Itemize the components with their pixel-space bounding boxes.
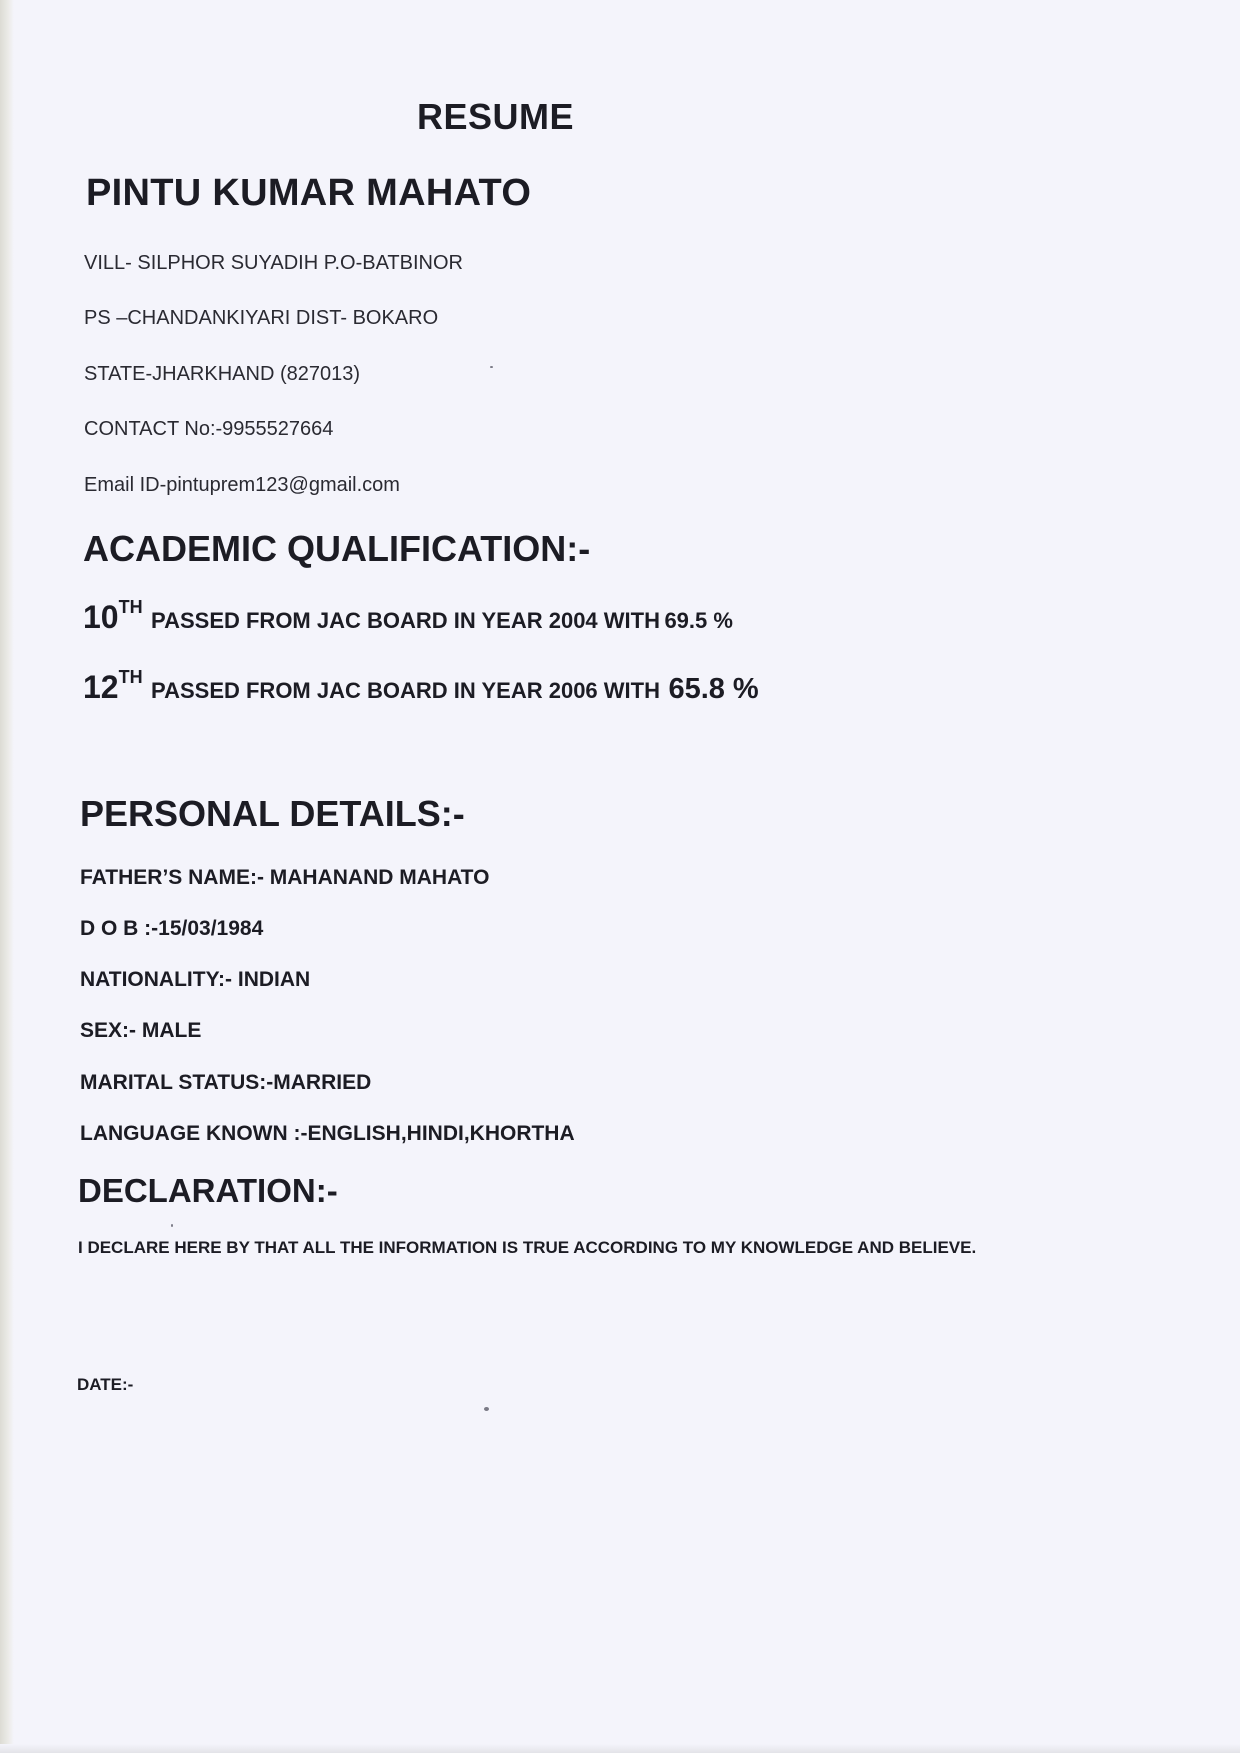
languages-known: LANGUAGE KNOWN :-ENGLISH,HINDI,KHORTHA xyxy=(80,1122,575,1145)
date-of-birth: D O B :-15/03/1984 xyxy=(80,917,264,940)
paper-speck xyxy=(490,366,493,368)
paper-speck xyxy=(484,1407,489,1411)
personal-details-heading: PERSONAL DETAILS:- xyxy=(80,793,465,834)
qualification-level: 10 xyxy=(83,599,119,635)
paper-bottom-edge xyxy=(0,1744,1240,1753)
academic-heading: ACADEMIC QUALIFICATION:- xyxy=(83,528,591,569)
document-title: RESUME xyxy=(417,96,575,137)
contact-number: CONTACT No:-9955527664 xyxy=(84,418,334,440)
address-line-district: PS –CHANDANKIYARI DIST- BOKARO xyxy=(84,307,439,329)
qualification-text: PASSED FROM JAC BOARD IN YEAR 2006 WITH xyxy=(151,678,660,703)
qualification-level: 12 xyxy=(83,669,119,705)
paper-edge xyxy=(0,0,14,1753)
nationality: NATIONALITY:- INDIAN xyxy=(80,968,311,991)
sex: SEX:- MALE xyxy=(80,1019,202,1042)
address-line-state: STATE-JHARKHAND (827013) xyxy=(84,363,360,385)
email-address: Email ID-pintuprem123@gmail.com xyxy=(84,474,400,496)
paper-speck xyxy=(171,1224,173,1227)
qualification-percent: 69.5 % xyxy=(664,608,733,633)
declaration-text: I DECLARE HERE BY THAT ALL THE INFORMATION IS TRUE ACCORDING TO MY KNOWLEDGE AND BELIEVE. xyxy=(78,1238,977,1257)
declaration-heading: DECLARATION:- xyxy=(78,1172,338,1209)
address-line-village: VILL- SILPHOR SUYADIH P.O-BATBINOR xyxy=(84,252,463,274)
qualification-suffix: TH xyxy=(118,667,143,687)
qualification-text: PASSED FROM JAC BOARD IN YEAR 2004 WITH xyxy=(151,608,660,633)
candidate-name: PINTU KUMAR MAHATO xyxy=(86,172,532,214)
marital-status: MARITAL STATUS:-MARRIED xyxy=(80,1071,372,1094)
father-name: FATHER’S NAME:- MAHANAND MAHATO xyxy=(80,866,490,889)
qualification-12th xyxy=(83,667,759,706)
qualification-percent: 65.8 % xyxy=(668,673,759,705)
date-label: DATE:- xyxy=(77,1375,134,1394)
qualification-10th xyxy=(83,597,733,636)
qualification-suffix: TH xyxy=(118,597,143,617)
